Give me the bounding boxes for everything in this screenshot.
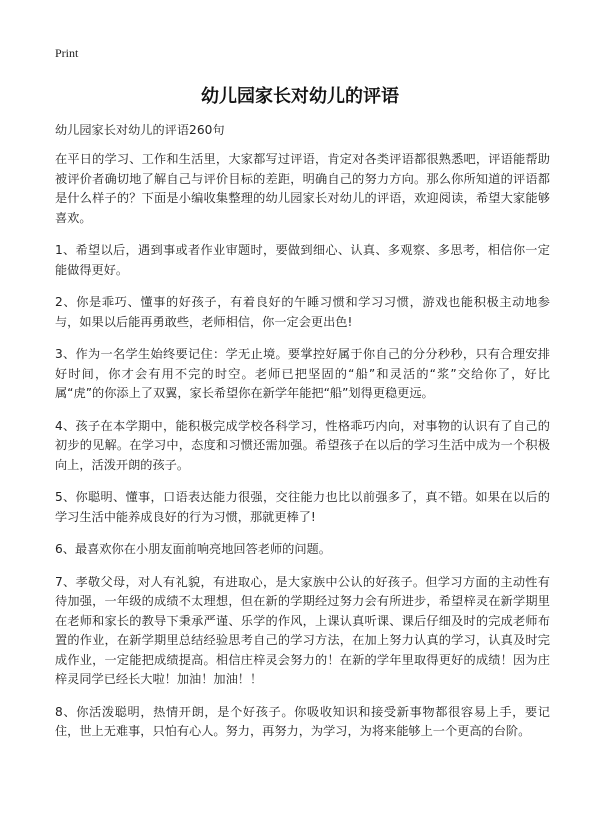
comment-paragraph-3: 3、作为一名学生始终要记住：学无止境。要掌控好属于你自己的分分秒秒，只有合理安排好时间，你才会有用不完的时空。老师已把坚固的“船”和灵活的“浆”交给你了，好比属“虎”的你添上了双翼，家长希望你在新学年能把“船”划得更稳更远。 (55, 347, 550, 400)
comment-paragraph-7: 7、孝敬父母，对人有礼貌，有进取心，是大家族中公认的好孩子。但学习方面的主动性有待加强，一年级的成绩不太理想，但在新的学期经过努力会有所进步，希望梓灵在新学期里在老师和家长的教导下秉承严谨、乐学的作风，上课认真听课、课后仔细及时的完成老师布置的作业，在新学期里总结经验思考自己的学习方法，在加上努力认真的学习，认真及时完成作业，一定能把成绩提高。相信庄梓灵会努力的！在新的学年里取得更好的成绩！因为庄梓灵同学已经长大啦！加油！加油！！ (55, 574, 550, 686)
document-subtitle: 幼儿园家长对幼儿的评语260句 (55, 123, 225, 137)
article-body (55, 150, 550, 755)
document-title: 幼儿园家长对幼儿的评语 (201, 86, 399, 107)
print-link[interactable]: Print (55, 46, 79, 60)
comment-paragraph-2: 2、你是乖巧、懂事的好孩子，有着良好的午睡习惯和学习习惯，游戏也能积极主动地参与，如果以后能再勇敢些，老师相信，你一定会更出色! (55, 295, 550, 329)
comment-paragraph-5: 5、你聪明、懂事，口语表达能力很强，交往能力也比以前强多了，真不错。如果在以后的学习生活中能养成良好的行为习惯，那就更棒了! (55, 490, 550, 524)
comment-paragraph-8: 8、你活泼聪明，热情开朗，是个好孩子。你吸收知识和接受新事物都很容易上手，要记住，世上无难事，只怕有心人。努力，再努力，为学习，为将来能够上一个更高的台阶。 (55, 704, 550, 738)
intro-paragraph: 在平日的学习、工作和生活里，大家都写过评语，肯定对各类评语都很熟悉吧，评语能帮助被评价者确切地了解自己与评价目标的差距，明确自己的努力方向。那么你所知道的评语都是什么样子的？下面是小编收集整理的幼儿园家长对幼儿的评语，欢迎阅读，希望大家能够喜欢。 (55, 152, 550, 225)
comment-paragraph-1: 1、希望以后，遇到事或者作业审题时，要做到细心、认真、多观察、多思考，相信你一定能做得更好。 (55, 243, 550, 277)
comment-paragraph-6: 6、最喜欢你在小朋友面前响亮地回答老师的问题。 (55, 542, 331, 556)
comment-paragraph-4: 4、孩子在本学期中，能积极完成学校各科学习，性格乖巧内向，对事物的认识有了自己的初步的见解。在学习中，态度和习惯还需加强。希望孩子在以后的学习生活中成为一个积极向上，活泼开朗的孩子。 (55, 418, 550, 472)
